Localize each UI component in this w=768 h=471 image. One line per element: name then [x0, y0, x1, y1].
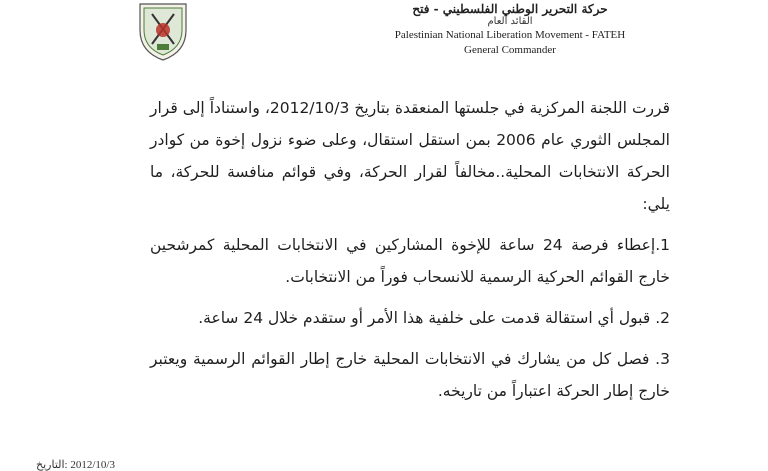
letter-body [150, 92, 670, 416]
decision-item-3: 3. فصل كل من يشارك في الانتخابات المحلية خارج إطار القوائم الرسمية ويعتبر خارج إطار الحركة اعتباراً من تاريخه. [150, 350, 670, 400]
org-title-english: General Commander [464, 44, 556, 56]
decision-item-2: 2. قبول أي استقالة قدمت على خلفية هذا الأمر أو ستقدم خلال 24 ساعة. [198, 309, 670, 327]
org-name-english: Palestinian National Liberation Movement - FATEH [394, 29, 626, 41]
fateh-emblem-icon [130, 0, 196, 62]
org-name-arabic: حركة التحرير الوطني الفلسطيني - فتح [412, 2, 608, 16]
footer-date: 2012/10/3 :التاريخ [36, 459, 115, 471]
letterhead [0, 0, 768, 78]
letter-intro-paragraph: قررت اللجنة المركزية في جلستها المنعقدة بتاريخ 2012/10/3، واستناداً إلى قرار المجلس الثوري عام 2006 بمن استقل استقال، وعلى ضوء نزول إخوة من كوادر الحركة الانتخابات المحلية..مخالفاً لقرار الحركة، وفي قوائم منافسة للحركة، ما يلي: [150, 99, 670, 213]
org-title-arabic: القائد العام [487, 16, 533, 27]
decision-item-1: 1.إعطاء فرصة 24 ساعة للإخوة المشاركين في الانتخابات المحلية كمرشحين خارج القوائم الحركية الرسمية للانسحاب فوراً من الانتخابات. [150, 236, 670, 286]
organization-header [360, 2, 660, 58]
